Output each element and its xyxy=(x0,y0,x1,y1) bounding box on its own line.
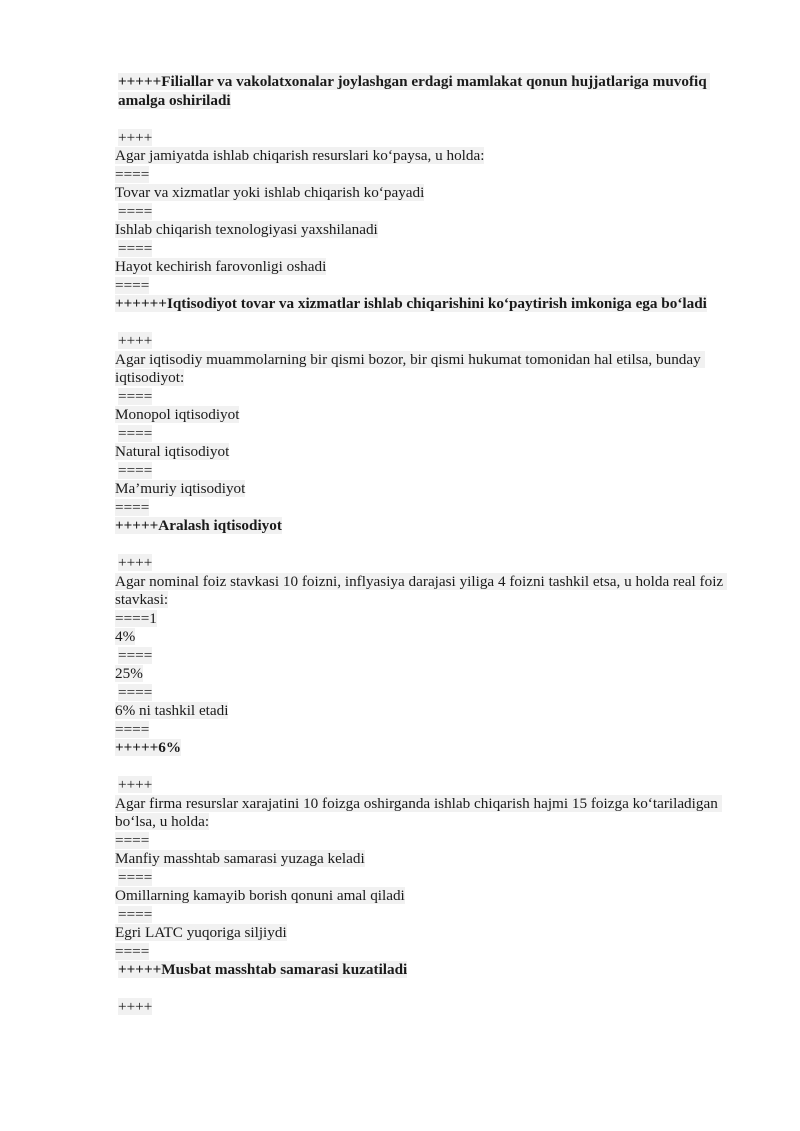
question-marker-text: ++++ xyxy=(118,128,153,146)
question-gap xyxy=(115,110,755,129)
question-marker xyxy=(115,998,755,1017)
correct-answer-content xyxy=(115,739,181,756)
option-text-content: 6% ni tashkil etadi xyxy=(115,702,229,719)
correct-answer xyxy=(115,73,755,110)
question-text xyxy=(115,147,755,166)
question-gap xyxy=(115,980,755,999)
separator xyxy=(115,240,755,259)
document-page xyxy=(115,73,755,1017)
separator xyxy=(115,610,755,629)
separator-text: ==== xyxy=(118,461,153,479)
separator-text: ==== xyxy=(115,165,150,183)
question-text xyxy=(115,351,755,388)
separator xyxy=(115,166,755,185)
correct-answer-marker: ++++++ xyxy=(115,295,167,312)
correct-answer-marker: +++++ xyxy=(118,961,162,978)
option-text xyxy=(115,924,755,943)
option-text xyxy=(115,665,755,684)
option-text-content: Hayot kechirish farovonligi oshadi xyxy=(115,258,327,275)
correct-answer-text: 6% xyxy=(158,739,182,756)
separator xyxy=(115,869,755,888)
correct-answer xyxy=(115,517,755,536)
option-text-content: Ma’muriy iqtisodiyot xyxy=(115,480,246,497)
option-text xyxy=(115,406,755,425)
separator xyxy=(115,943,755,962)
question-gap xyxy=(115,536,755,555)
correct-answer-content xyxy=(115,517,282,534)
separator-text: ====1 xyxy=(115,609,157,627)
separator-text: ==== xyxy=(118,387,153,405)
separator-text: ==== xyxy=(118,239,153,257)
correct-answer xyxy=(115,961,755,980)
question-text-content: Agar firma resurslar xarajatini 10 foizga oshirganda ishlab chiqarish hajmi 15 foizga ko‘tariladigan bo‘lsa, u holda: xyxy=(115,794,722,830)
separator-text: ==== xyxy=(115,498,150,516)
separator-text: ==== xyxy=(118,202,153,220)
question-text xyxy=(115,795,755,832)
question-marker-text: ++++ xyxy=(118,332,153,349)
separator-text: ==== xyxy=(115,942,150,960)
separator xyxy=(115,499,755,518)
separator xyxy=(115,388,755,407)
option-text-content: Monopol iqtisodiyot xyxy=(115,406,240,423)
separator-text: ==== xyxy=(118,905,153,923)
separator-text: ==== xyxy=(118,868,153,886)
question-marker-text: ++++ xyxy=(118,554,153,571)
question-marker xyxy=(115,129,755,148)
option-text-content: Manfiy masshtab samarasi yuzaga keladi xyxy=(115,850,365,867)
option-text-content: 25% xyxy=(115,665,143,682)
separator-text: ==== xyxy=(118,683,153,701)
option-text-content: Tovar va xizmatlar yoki ishlab chiqarish ko‘payadi xyxy=(115,184,425,201)
question-marker xyxy=(115,776,755,795)
correct-answer-text: Musbat masshtab samarasi kuzatiladi xyxy=(161,961,408,978)
correct-answer-text: Filiallar va vakolatxonalar joylashgan erdagi mamlakat qonun hujjatlariga muvofiq amalga oshiriladi xyxy=(118,73,711,109)
question-gap xyxy=(115,758,755,777)
correct-answer-content xyxy=(118,961,407,978)
option-text xyxy=(115,887,755,906)
separator-text: ==== xyxy=(115,720,150,738)
correct-answer-content xyxy=(115,295,707,312)
separator xyxy=(115,462,755,481)
correct-answer-marker: +++++ xyxy=(115,739,159,756)
option-text-content: Natural iqtisodiyot xyxy=(115,443,230,460)
separator xyxy=(115,277,755,296)
option-text-content: Ishlab chiqarish texnologiyasi yaxshilanadi xyxy=(115,221,378,238)
separator xyxy=(115,684,755,703)
option-text xyxy=(115,184,755,203)
question-gap xyxy=(115,314,755,333)
question-text xyxy=(115,573,755,610)
separator xyxy=(115,832,755,851)
option-text xyxy=(115,702,755,721)
separator-text: ==== xyxy=(118,424,153,442)
correct-answer xyxy=(115,295,755,314)
question-marker-text: ++++ xyxy=(118,998,153,1015)
separator-text: ==== xyxy=(118,646,153,664)
option-text-content: Omillarning kamayib borish qonuni amal qiladi xyxy=(115,887,405,904)
correct-answer-text: Aralash iqtisodiyot xyxy=(158,517,282,534)
correct-answer-content xyxy=(118,73,710,109)
question-marker xyxy=(115,332,755,351)
separator xyxy=(115,203,755,222)
correct-answer xyxy=(115,739,755,758)
option-text xyxy=(115,628,755,647)
question-marker-text: ++++ xyxy=(118,776,153,793)
question-marker xyxy=(115,554,755,573)
separator-text: ==== xyxy=(115,831,150,849)
separator xyxy=(115,906,755,925)
option-text xyxy=(115,221,755,240)
correct-answer-text: Iqtisodiyot tovar va xizmatlar ishlab chiqarishini ko‘paytirish imkoniga ega bo‘ladi xyxy=(166,295,707,312)
question-text-content: Agar jamiyatda ishlab chiqarish resurslari ko‘paysa, u holda: xyxy=(115,147,485,164)
option-text xyxy=(115,443,755,462)
correct-answer-marker: +++++ xyxy=(115,517,159,534)
separator xyxy=(115,425,755,444)
correct-answer-marker: +++++ xyxy=(118,73,162,90)
separator-text: ==== xyxy=(115,276,150,294)
question-text-content: Agar iqtisodiy muammolarning bir qismi bozor, bir qismi hukumat tomonidan hal etilsa, bunday iqtisodiyot: xyxy=(115,350,705,386)
option-text-content: Egri LATC yuqoriga siljiydi xyxy=(115,924,287,941)
question-text-content: Agar nominal foiz stavkasi 10 foizni, inflyasiya darajasi yiliga 4 foizni tashkil etsa, u holda real foiz stavkasi: xyxy=(115,572,727,608)
option-text-content: 4% xyxy=(115,628,136,645)
option-text xyxy=(115,850,755,869)
separator xyxy=(115,721,755,740)
option-text xyxy=(115,258,755,277)
option-text xyxy=(115,480,755,499)
separator xyxy=(115,647,755,666)
